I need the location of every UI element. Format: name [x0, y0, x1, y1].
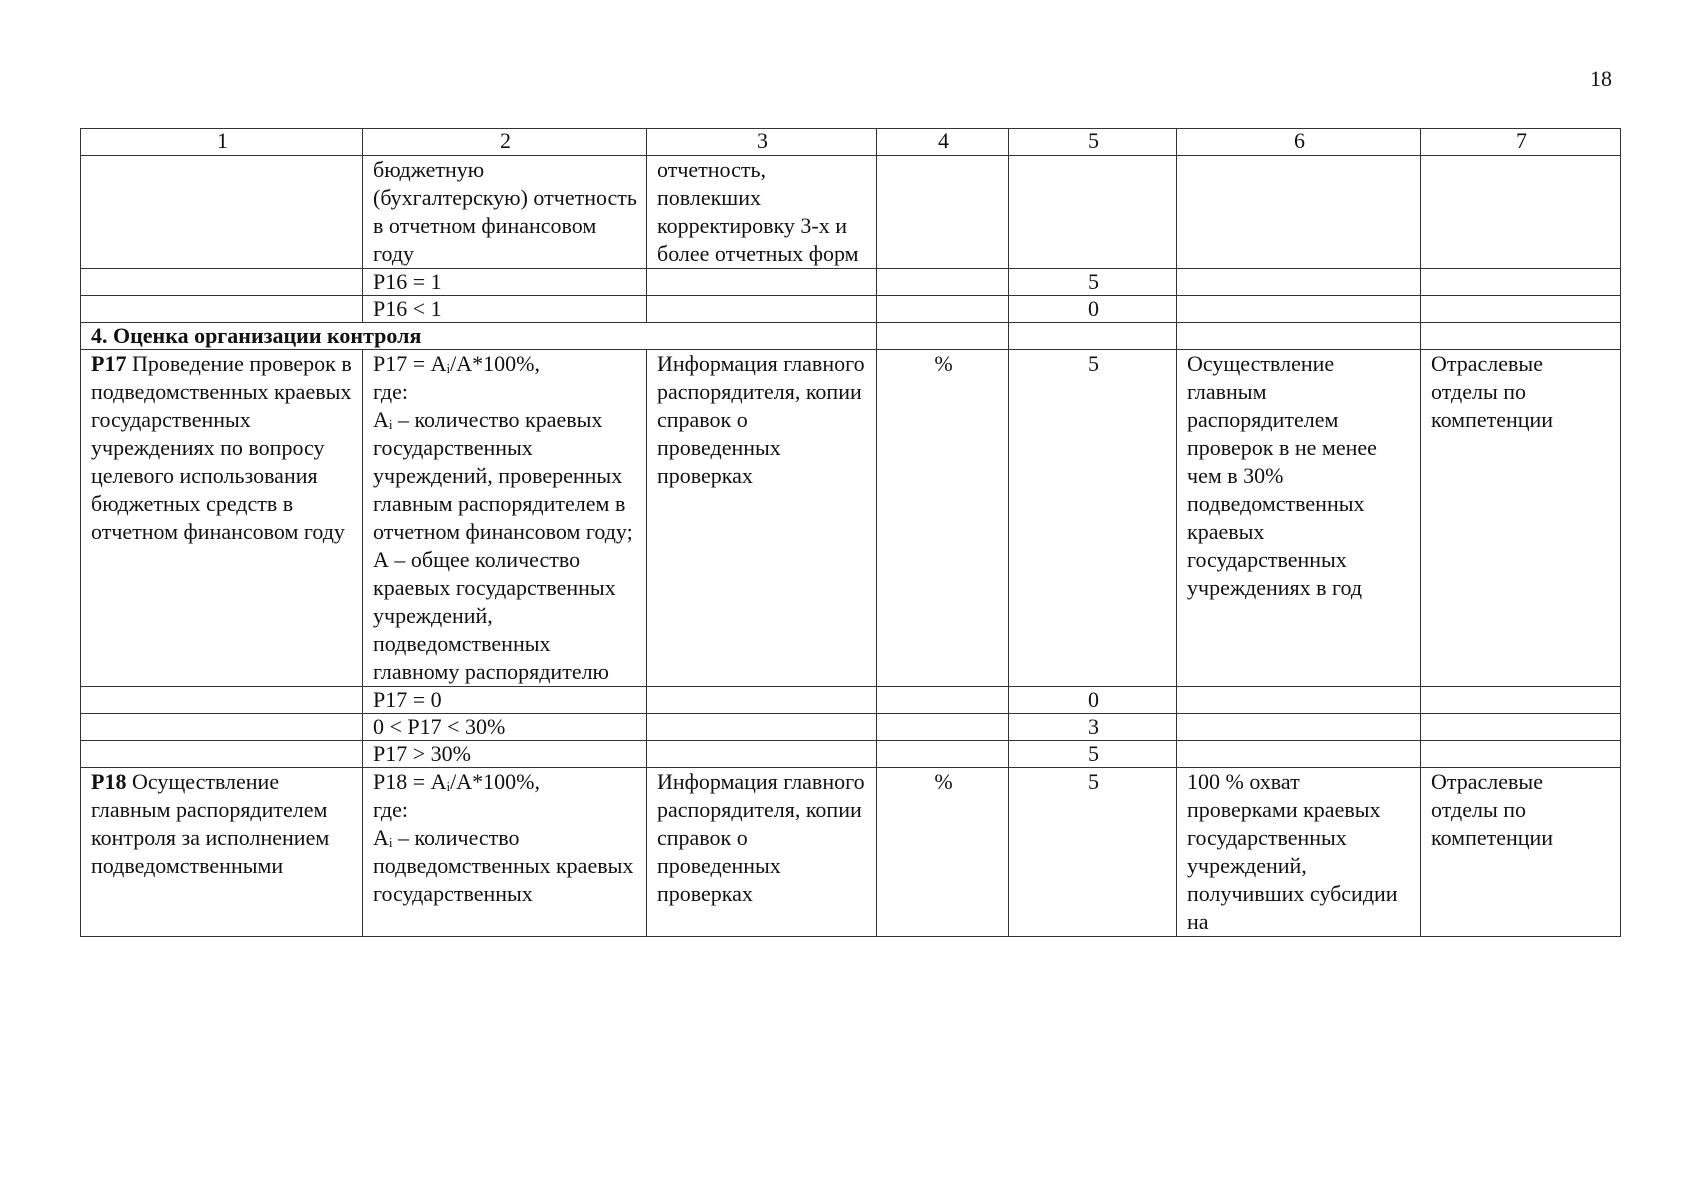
- p16-score: 5: [1009, 269, 1177, 296]
- p18-target: 100 % охват проверками краевых государственных учреждений, получивших субсидии на: [1177, 768, 1421, 937]
- header-col-2: 2: [363, 129, 647, 156]
- p17-score: 0: [1009, 687, 1177, 714]
- cont-formula-text: бюджетную (бухгалтерскую) отчетность в отчетном финансовом году: [363, 156, 647, 269]
- p17-condition: 0 < Р17 < 30%: [363, 714, 647, 741]
- p18-name: [81, 768, 363, 937]
- p16-condition: Р16 < 1: [363, 296, 647, 323]
- p17-row: [81, 350, 1621, 687]
- p17-formula: Р17 = Аᵢ/А*100%,: [373, 351, 540, 376]
- p17-score-row: [81, 714, 1621, 741]
- p18-formula-cell: [363, 768, 647, 937]
- p17-target: Осуществление главным распорядителем проверок в не менее чем в 30% подведомственных краевых государственных учреждениях в год: [1177, 350, 1421, 687]
- section-row: [81, 323, 1621, 350]
- p17-a-definition: А – общее количество краевых государственных учреждений, подведомственных главному распорядителю: [373, 547, 616, 684]
- p17-ai-definition: Аᵢ – количество краевых государственных учреждений, проверенных главным распорядителем в отчетном финансовом году;: [373, 407, 633, 544]
- continuation-row: [81, 156, 1621, 269]
- p18-responsible: Отраслевые отделы по компетенции: [1421, 768, 1621, 937]
- criteria-table: [80, 128, 1621, 937]
- p18-unit: %: [877, 768, 1009, 937]
- p17-source: Информация главного распорядителя, копии справок о проведенных проверках: [647, 350, 877, 687]
- header-col-7: 7: [1421, 129, 1621, 156]
- header-col-6: 6: [1177, 129, 1421, 156]
- p17-max: 5: [1009, 350, 1177, 687]
- cont-source-text: отчетность, повлекших корректировку 3-х и более отчетных форм: [647, 156, 877, 269]
- p17-condition: Р17 > 30%: [363, 741, 647, 768]
- page-number: 18: [1590, 66, 1612, 91]
- p17-responsible: Отраслевые отделы по компетенции: [1421, 350, 1621, 687]
- header-col-5: 5: [1009, 129, 1177, 156]
- p18-where: где:: [373, 797, 408, 822]
- p16-score-row: [81, 269, 1621, 296]
- p17-code: Р17: [91, 351, 127, 376]
- p17-condition: Р17 = 0: [363, 687, 647, 714]
- p17-name: [81, 350, 363, 687]
- section-heading: 4. Оценка организации контроля: [81, 323, 877, 350]
- p17-name-text: Проведение проверок в подведомственных краевых государственных учреждениях по вопросу целевого использования бюджетных средств в отчетном финансовом году: [91, 351, 352, 544]
- p17-formula-cell: [363, 350, 647, 687]
- header-row: [81, 129, 1621, 156]
- p17-where: где:: [373, 379, 408, 404]
- p16-condition: Р16 = 1: [363, 269, 647, 296]
- header-col-4: 4: [877, 129, 1009, 156]
- p18-code: Р18: [91, 769, 127, 794]
- p18-formula: Р18 = Аᵢ/А*100%,: [373, 769, 540, 794]
- p18-name-text: Осуществление главным распорядителем контроля за исполнением подведомственными: [91, 769, 330, 878]
- p17-unit: %: [877, 350, 1009, 687]
- p18-source: Информация главного распорядителя, копии справок о проведенных проверках: [647, 768, 877, 937]
- p17-score-row: [81, 741, 1621, 768]
- p18-max: 5: [1009, 768, 1177, 937]
- p16-score: 0: [1009, 296, 1177, 323]
- p18-row: [81, 768, 1621, 937]
- p18-ai-definition: Аᵢ – количество подведомственных краевых государственных: [373, 825, 634, 906]
- header-col-1: 1: [81, 129, 363, 156]
- p17-score: 5: [1009, 741, 1177, 768]
- p17-score-row: [81, 687, 1621, 714]
- header-col-3: 3: [647, 129, 877, 156]
- p17-score: 3: [1009, 714, 1177, 741]
- p16-score-row: [81, 296, 1621, 323]
